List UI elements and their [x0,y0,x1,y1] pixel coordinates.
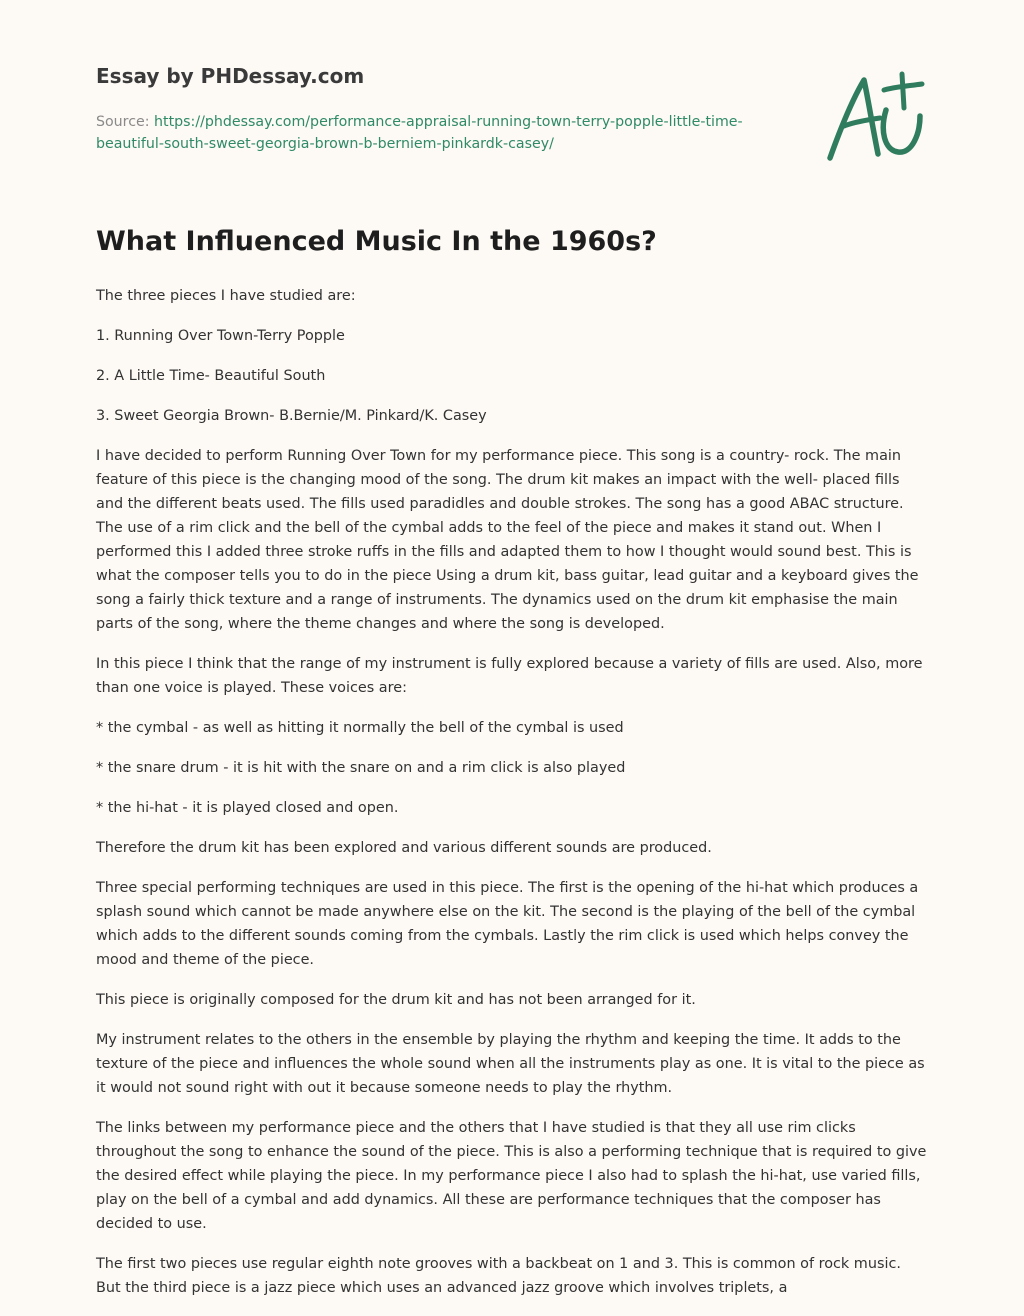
paragraph: This piece is originally composed for the drum kit and has not been arranged for it. [96,992,696,1008]
list-item: 2. A Little Time- Beautiful South [96,368,326,384]
list-item: 3. Sweet Georgia Brown- B.Bernie/M. Pinkard/K. Casey [96,408,487,424]
paragraph: The first two pieces use regular eighth note grooves with a backbeat on 1 and 3. This is common of rock music. But the third piece is a jazz piece which uses an advanced jazz groove which involves triplets, a [96,1256,901,1296]
paragraph: Three special performing techniques are used in this piece. The first is the opening of the hi-hat which produces a splash sound which cannot be made anywhere else on the kit. The second is the playing of the bell of the cymbal which adds to the different sounds coming from the cymbals. Lastly the rim click is used which helps convey the mood and theme of the piece. [96,880,919,968]
source-link[interactable]: https://phdessay.com/performance-appraisal-running-town-terry-popple-little-time-beautiful-south-sweet-georgia-brown-b-berniem-pinkardk-casey/ [96,114,743,152]
paragraph: My instrument relates to the others in the ensemble by playing the rhythm and keeping the time. It adds to the texture of the piece and influences the whole sound when all the instruments play as one. It is vital to the piece as it would not sound right with out it because someone needs to play the rhythm. [96,1032,925,1096]
list-item: * the hi-hat - it is played closed and open. [96,800,399,816]
site-title: Essay by PHDessay.com [96,64,365,88]
a-plus-grade-logo-icon [822,68,926,166]
paragraph: I have decided to perform Running Over Town for my performance piece. This song is a country- rock. The main feature of this piece is the changing mood of the song. The drum kit makes an impact with the well- placed fills and the different beats used. The fills used paradidles and double strokes. The song has a good ABAC structure. The use of a rim click and the bell of the cymbal adds to the feel of the piece and makes it stand out. When I performed this I added three stroke ruffs in the fills and adapted them to how I thought would sound best. This is what the composer tells you to do in the piece Using a drum kit, bass guitar, lead guitar and a keyboard gives the song a fairly thick texture and a range of instruments. The dynamics used on the drum kit emphasise the main parts of the song, where the theme changes and where the song is developed. [96,448,919,632]
source-label: Source: [96,114,155,130]
essay-body [96,284,928,1316]
paragraph: In this piece I think that the range of my instrument is fully explored because a variety of fills are used. Also, more than one voice is played. These voices are: [96,656,923,696]
source-line [96,111,776,155]
list-item: 1. Running Over Town-Terry Popple [96,328,345,344]
paragraph: The three pieces I have studied are: [96,288,356,304]
paragraph: Therefore the drum kit has been explored and various different sounds are produced. [96,840,712,856]
list-item: * the cymbal - as well as hitting it normally the bell of the cymbal is used [96,720,624,736]
paragraph: The links between my performance piece and the others that I have studied is that they all use rim clicks throughout the song to enhance the sound of the piece. This is also a performing technique that is required to give the desired effect while playing the piece. In my performance piece I also had to splash the hi-hat, use varied fills, play on the bell of a cymbal and add dynamics. All these are performance techniques that the composer has decided to use. [96,1120,927,1232]
essay-title: What Influenced Music In the 1960s? [96,226,657,257]
list-item: * the snare drum - it is hit with the snare on and a rim click is also played [96,760,626,776]
